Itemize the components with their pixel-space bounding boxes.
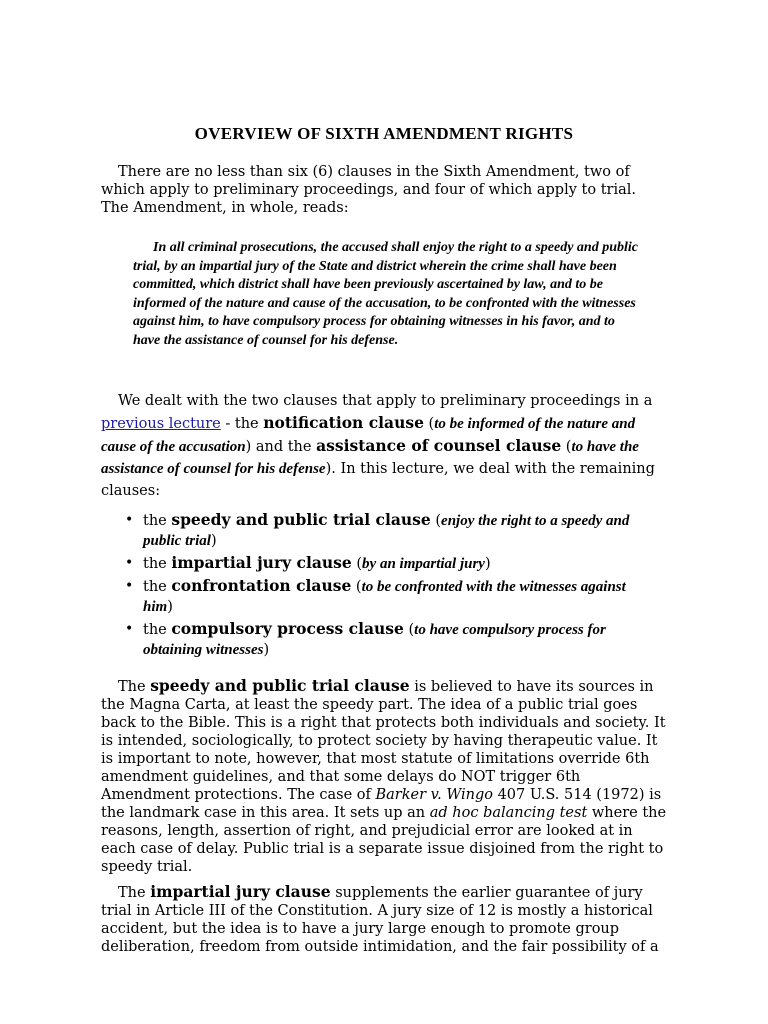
text-run: ( [561, 439, 572, 455]
notification-clause-term: notification clause [263, 413, 424, 432]
text-run: ) [167, 599, 173, 615]
impartial-jury-paragraph [101, 883, 667, 956]
text-run: the [143, 556, 172, 572]
text-run: where the reasons, length, assertion of right, and prejudicial error are looked at in each case of delay. Public trial is a separate issue disjoined from the right to speedy trial. [101, 805, 667, 875]
bullet-icon: • [125, 555, 134, 571]
text-run: is believed to have its sources in the Magna Carta, at least the speedy part. The idea of a public trial goes back to the Bible. This is a right that protects both individuals and society. It is intended, sociologically, to protect society by having therapeutic value. It is important to note, however, that most statute of limitations override 6th amendment guidelines, and that some delays do NOT trigger 6th Amendment protections. The case of [101, 679, 666, 803]
page-title: OVERVIEW OF SIXTH AMENDMENT RIGHTS [194, 124, 574, 143]
text-run: ( [430, 513, 442, 529]
clause-desc: enjoy the right to a speedy and public trial [143, 513, 630, 549]
text-run: the [143, 513, 172, 529]
text-run: ( [423, 416, 435, 432]
bullet-icon: • [125, 512, 134, 528]
text-run: 407 U.S. 514 (1972) is the landmark case in this area. It sets up an [101, 787, 662, 821]
balancing-test-term: ad hoc balancing test [429, 805, 588, 821]
text-run: - the [220, 416, 264, 432]
bullet-icon: • [125, 578, 134, 594]
intro-paragraph [101, 163, 667, 217]
text-run: supplements the earlier guarantee of jury trial in Article III of the Constitution. A jury size of 12 is mostly a historical accident, but the idea is to have a jury large enough to promote group deliberation, freedom from outside intimidation, and the fair possibility of a [101, 885, 659, 955]
list-item [101, 510, 641, 551]
text-run: ( [351, 579, 362, 595]
clause-desc: by an impartial jury [362, 556, 485, 572]
text-run: The [118, 885, 151, 901]
text-run: We dealt with the two clauses that apply to preliminary proceedings in a [118, 393, 653, 409]
text-run: ) and the [245, 439, 317, 455]
previous-lecture-link[interactable]: previous lecture [101, 416, 221, 432]
case-name: Barker v. Wingo [375, 787, 493, 803]
counsel-clause-term: assistance of counsel clause [316, 436, 562, 455]
clause-name: confrontation clause [171, 576, 352, 595]
text-run: ( [403, 622, 415, 638]
text-run: ) [484, 556, 491, 572]
text-run: ). In this lecture, we deal with the remaining clauses: [101, 461, 655, 499]
impartial-jury-term: impartial jury clause [150, 882, 331, 901]
text-run: The [118, 679, 151, 695]
bullet-icon: • [125, 621, 134, 637]
clause-desc: to be confronted with the witnesses against him [143, 579, 626, 615]
intro-text: There are no less than six (6) clauses in the Sixth Amendment, two of which apply to preliminary proceedings, and four of which apply to trial. The Amendment, in whole, reads: [101, 164, 636, 216]
text-run: ) [263, 642, 270, 658]
text-run: the [143, 622, 172, 638]
clause-name: compulsory process clause [171, 619, 404, 638]
speedy-trial-paragraph [101, 677, 667, 876]
clause-list [101, 510, 641, 662]
clause-desc: to have compulsory process for obtaining witnesses [143, 622, 606, 658]
clause-name: speedy and public trial clause [171, 510, 431, 529]
speedy-trial-term: speedy and public trial clause [150, 676, 410, 695]
notification-clause-desc: to be informed of the nature and cause of the accusation [101, 416, 636, 455]
preliminary-paragraph [101, 390, 667, 502]
amendment-quote [133, 239, 643, 351]
text-run: ( [351, 556, 363, 572]
list-item [101, 576, 641, 617]
quote-text: In all criminal prosecutions, the accused shall enjoy the right to a speedy and public trial, by an impartial jury of the State and district wherein the crime shall have been committed, which district shall have been previously ascertained by law, and to be informed of the nature and cause of the accusation, to be confronted with the witnesses against him, to have compulsory process for obtaining witnesses in his favor, and to have the assistance of counsel for his defense. [133, 240, 638, 348]
text-run: ) [210, 533, 217, 549]
list-item [101, 619, 641, 660]
text-run: the [143, 579, 172, 595]
clause-name: impartial jury clause [171, 553, 352, 572]
list-item [101, 553, 641, 574]
counsel-clause-desc: to have the assistance of counsel for his defense [101, 439, 639, 477]
